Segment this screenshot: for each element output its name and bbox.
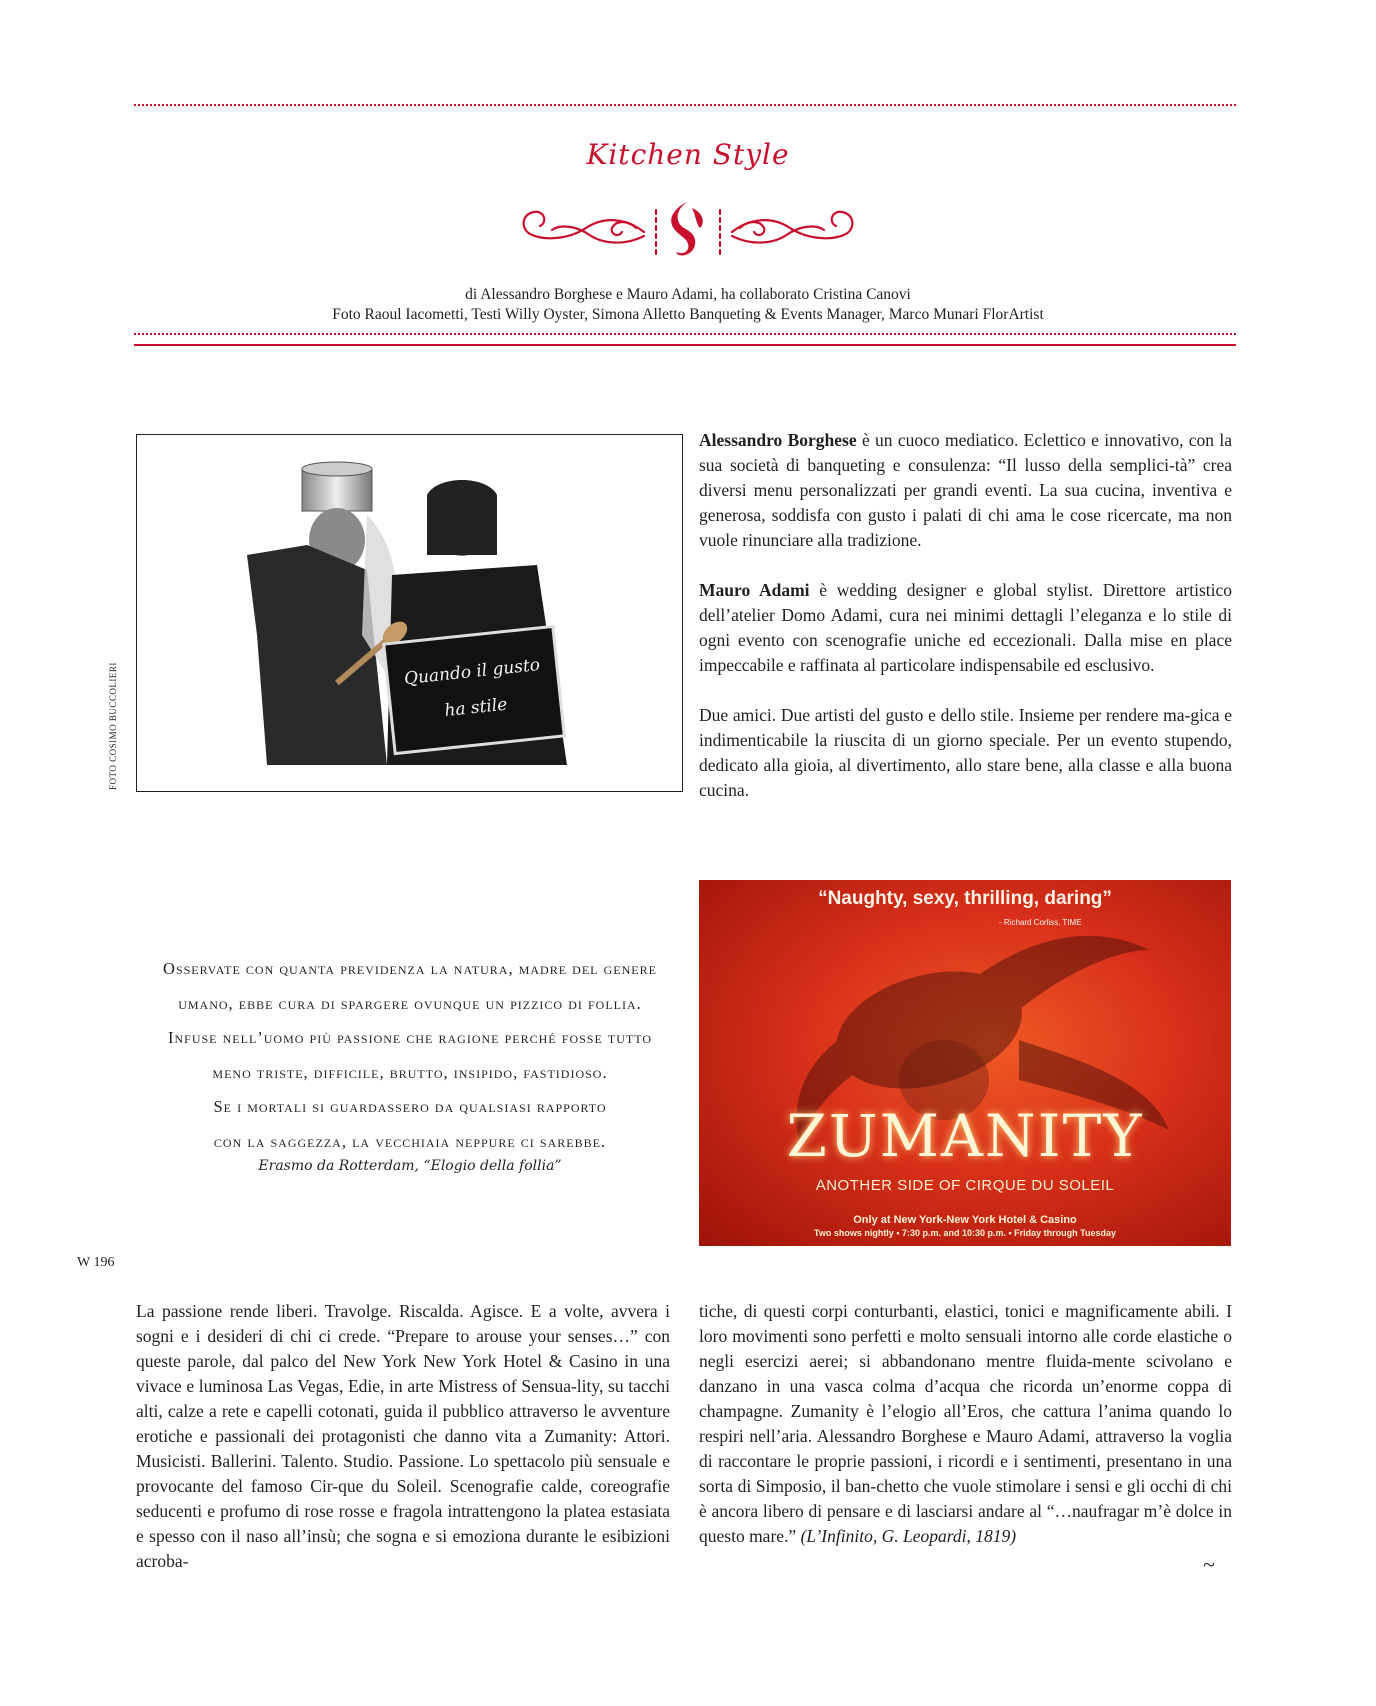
article-column-1: La passione rende liberi. Travolge. Riscalda. Agisce. E a volte, avvera i sogni e i desideri di chi ci crede. “Prepare to arouse your senses…” con queste parole, dal palco del New York New York Hotel & Casino in una vivace e luminosa Las Vegas, Edie, in arte Mistress of Sensua-lity, su tacchi alti, calze a rete e capelli cotonati, guida il pubblico attraverso le avventure erotiche e passionali dei protagonisti che danno vita a Zumanity: Attori. Musicisti. Ballerini. Talento. Studio. Passione. Lo spettacolo più sensuale e provocante del famoso Cir-que du Soleil. Scenografie calde, coreografie seducenti e profumo di rose rosse e fragola intrattengono la platea estasiata e spesso con il naso all’insù; che sogna e si emoziona durante le esibizioni acroba- xyxy=(136,1301,670,1571)
quote-line: Osservate con quanta previdenza la natura, madre del genere xyxy=(163,959,657,978)
poster-quote-author: - Richard Corliss, TIME xyxy=(999,918,1082,927)
erasmus-quote xyxy=(140,952,680,1159)
credits-dotted-rule xyxy=(134,333,1236,335)
poster-showtimes: Two shows nightly • 7:30 p.m. and 10:30 p.m. • Friday through Tuesday xyxy=(813,1228,1116,1238)
article-column-2-text: tiche, di questi corpi conturbanti, elastici, tonici e magnificamente abili. I loro movimenti sono perfetti e molto sensuali intorno alle corde elastiche o negli esercizi aerei; si abbandonano mentre fluida-mente scivolano e danzano in una vasca colma d’acqua che ricorda un’enorme coppa di champagne. Zumanity è l’elogio all’Eros, che cattura l’anima quando lo respiri nell’aria. Alessandro Borghese e Mauro Adami, attraverso la voglia di raccontare le proprie passioni, i ricordi e i sentimenti, presentano in una sorta di Simposio, il ban-chetto che vuole stimolare i sensi e gli occhi di chi è ancora libero di pensare e di lasciarsi andare al “…naufragar m’è dolce in questo mare.” xyxy=(699,1301,1232,1546)
quote-line: Infuse nell’uomo più passione che ragione perché fosse tutto xyxy=(167,1028,653,1047)
chalkboard-line-2: ha stile xyxy=(443,694,509,722)
poster-quote: “Naughty, sexy, thrilling, daring” xyxy=(818,888,1112,909)
section-title: Kitchen Style xyxy=(586,138,790,171)
intro-paragraph-friends: Due amici. Due artisti del gusto e dello stile. Insieme per rendere ma-gica e indimenticabile la riuscita di un giorno speciale. Per un evento stupendo, dedicato alla gioia, al divertimento, allo stare bene, alla classe e alla buona cucina. xyxy=(699,705,1232,800)
credits-line-1: di Alessandro Borghese e Mauro Adami, ha collaborato Cristina Canovi xyxy=(465,286,911,303)
chefs-illustration xyxy=(137,435,682,791)
flourish-ornament-icon xyxy=(516,198,860,264)
photo-credit: FOTO COSIMO BUCCOLIERI xyxy=(108,662,118,790)
quote-attribution: Erasmo da Rotterdam, “Elogio della follia” xyxy=(258,1158,562,1174)
intro-text-borghese: è un cuoco mediatico. Eclettico e innovativo, con la sua società di banqueting e consulenza: “Il lusso della semplici-tà” crea diversi menu personalizzati per grandi eventi. La sua cucina, inventiva e generosa, soddisfa con gusto i palati di chi ama le cose ricercate, ma non vuole rinunciare alla tradizione. xyxy=(699,430,1232,550)
tilde-end-icon: ~ xyxy=(1203,1552,1215,1577)
quote-line: meno triste, difficile, brutto, insipido, fastidioso. xyxy=(212,1062,608,1082)
poster-title: ZUMANITY xyxy=(786,1102,1144,1170)
quote-line: con la saggezza, la vecchiaia neppure ci sarebbe. xyxy=(213,1131,607,1151)
poster-subtitle: ANOTHER SIDE OF CIRQUE DU SOLEIL xyxy=(815,1177,1115,1194)
article-column-2 xyxy=(699,1299,1232,1549)
leopardi-citation: (L’Infinito, G. Leopardi, 1819) xyxy=(800,1526,1017,1546)
intro-paragraph-adami xyxy=(699,578,1232,678)
credits xyxy=(0,285,1376,325)
page-number: W 196 xyxy=(77,1255,115,1270)
intro-text xyxy=(699,428,1232,803)
intro-paragraph-borghese xyxy=(699,428,1232,553)
poster-venue: Only at New York-New York Hotel & Casino xyxy=(853,1214,1077,1226)
header-dotted-rule xyxy=(134,104,1236,106)
intro-text-adami: è wedding designer e global stylist. Direttore artistico dell’atelier Domo Adami, cura nei minimi dettagli l’eleganza e lo stile di ogni evento con scenografie uniche ed eccezionali. Dalla mise en place impeccabile e raffinata al particolare indispensabile ed esclusivo. xyxy=(699,580,1233,675)
chalkboard-line-1: Quando il gusto xyxy=(403,655,541,690)
chefs-photo xyxy=(136,434,683,792)
credits-line-2: Foto Raoul Iacometti, Testi Willy Oyster, Simona Alletto Banqueting & Events Manager, Marco Munari FlorArtist xyxy=(332,306,1044,323)
intro-name-adami: Mauro Adami xyxy=(699,580,810,600)
quote-line: umano, ebbe cura di spargere ovunque un pizzico di follia. xyxy=(178,993,642,1013)
credits-solid-rule xyxy=(134,344,1236,346)
quote-line: Se i mortali si guardassero da qualsiasi rapporto xyxy=(213,1097,607,1116)
intro-name-borghese: Alessandro Borghese xyxy=(699,430,857,450)
zumanity-poster xyxy=(699,880,1231,1246)
